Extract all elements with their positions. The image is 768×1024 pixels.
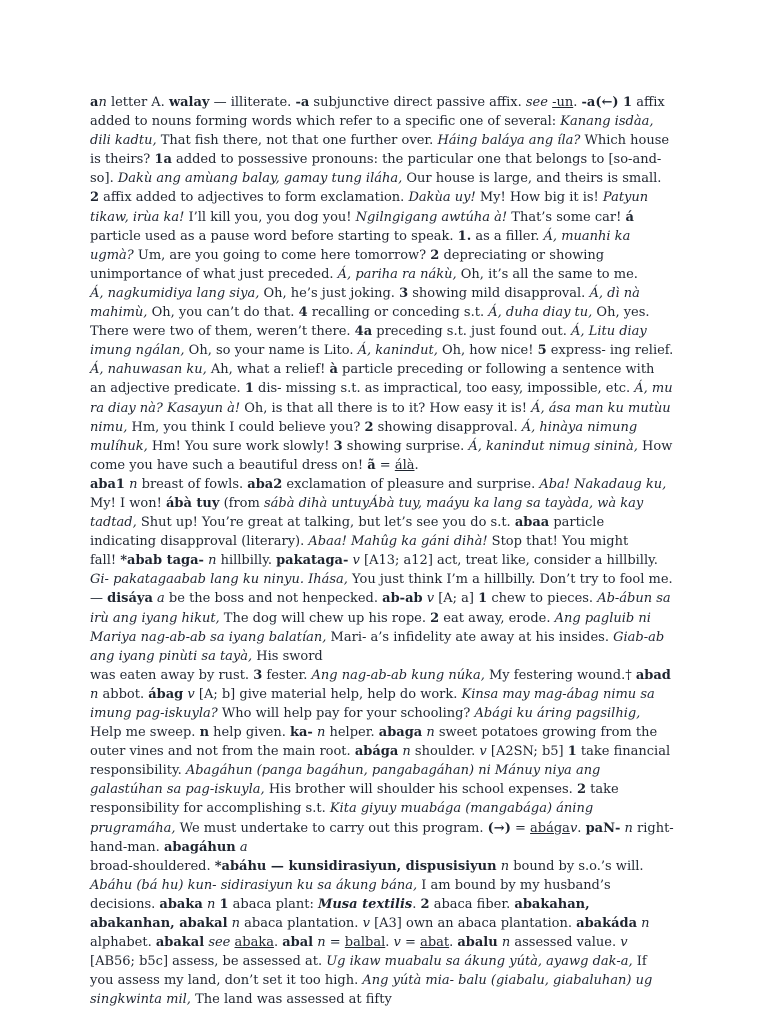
plain-text: . <box>414 457 419 473</box>
plain-text: chew to pieces. <box>487 591 598 607</box>
headword: abakal <box>155 935 205 951</box>
plain-text: broad-shouldered. <box>90 858 215 874</box>
plain-text: Which house is theirs? <box>90 133 670 168</box>
headword: ka- <box>290 725 313 741</box>
italic-text: sábà dihà untuy <box>263 495 370 511</box>
italic-text: n <box>500 858 510 874</box>
headword: 4a <box>354 324 373 340</box>
plain-text: = <box>325 935 345 951</box>
italic-text: n <box>231 916 241 932</box>
entry-block-aba <box>90 475 674 551</box>
headword: 1 <box>219 896 229 912</box>
cross-reference: álà <box>394 457 415 473</box>
headword: disáya <box>107 591 153 607</box>
plain-text: eat away, erode. <box>439 610 555 626</box>
italic-text: Abagáhun (panga bagáhun, pangabagáhan) ni Mánuy niya ang galastúhan sa pag-iskuyla, <box>90 763 601 798</box>
italic-text: Á, kanindut nimug sininà, <box>468 438 638 454</box>
italic-text: n <box>208 553 217 569</box>
cross-reference: balbal <box>344 935 386 951</box>
italic-text: Á, mu ra diay nà? Kasayun à! <box>90 381 673 416</box>
plain-text: You just think I’m a hillbilly. Don’t try to fool me. — <box>90 572 673 607</box>
italic-text: Á, hinàya nimung mulíhuk, <box>90 419 638 454</box>
plain-text: . <box>385 935 394 951</box>
headword: aba1 <box>90 476 125 492</box>
italic-text: n <box>402 744 411 760</box>
plain-text: Hm! You sure work slowly! <box>147 438 334 454</box>
plain-text: bound by s.o.’s will. <box>509 858 644 874</box>
plain-text: . <box>273 935 283 951</box>
italic-text: see <box>525 95 548 110</box>
plain-text: If you assess my land, don’t set it too high. <box>90 954 647 989</box>
plain-text: I am bound by my husband’s decisions. <box>90 877 611 912</box>
headword: 1. <box>457 228 472 244</box>
plain-text: exclamation of pleasure and surprise. <box>282 476 540 492</box>
headword: n <box>199 725 210 741</box>
entry-block-abahu <box>90 857 674 1010</box>
plain-text: = <box>400 935 421 951</box>
plain-text: abbot. <box>98 686 149 702</box>
plain-text: Hm, you think I could believe you? <box>127 419 365 435</box>
plain-text: His sword <box>252 648 323 664</box>
plain-text: assessed value. <box>510 935 621 951</box>
headword: ábag <box>148 686 184 702</box>
plain-text: abaca plantation. <box>240 916 363 932</box>
headword: abad <box>635 667 671 683</box>
italic-text: n <box>316 725 326 741</box>
italic-text: Kinsa may mag-ábag nimu sa imung pag-iskuyla? <box>90 686 655 721</box>
plain-text: My! I won! <box>90 495 166 511</box>
headword: abakáda <box>576 916 638 932</box>
plain-text: Who will help pay for your schooling? <box>217 706 475 721</box>
plain-text: Um, are you going to come here tomorrow? <box>133 247 431 263</box>
headword: 2 <box>576 782 586 798</box>
plain-text: added to possessive pronouns: the particular one that belongs to [so-and-so]. <box>90 152 662 187</box>
plain-text: — illiterate. <box>209 95 296 110</box>
plain-text: as a filler. <box>471 228 544 244</box>
italic-text: v <box>479 744 487 760</box>
headword: abakahan, abakanhan, abakal <box>90 896 590 932</box>
plain-text: showing surprise. <box>342 438 469 454</box>
plain-text: dis- missing s.t. as impractical, too easy, impossible, etc. <box>253 381 635 397</box>
cross-reference: abat <box>420 935 450 951</box>
italic-text: Abági ku áring pagsilhig, <box>474 706 641 721</box>
plain-text: was eaten away by rust. <box>90 667 254 683</box>
headword: abalu <box>457 935 498 951</box>
plain-text: Ah, what a relief! <box>206 362 330 378</box>
plain-text: . <box>449 935 458 951</box>
plain-text: . <box>412 896 421 912</box>
plain-text: That’s some car! <box>507 209 626 225</box>
italic-text: Ug ikaw muabalu sa ákung yútà, ayawg dak-a, <box>326 954 633 970</box>
plain-text: . <box>577 820 586 836</box>
headword: aba2 <box>247 476 283 492</box>
plain-text: abaca plant: <box>228 896 318 912</box>
headword: abága <box>354 744 399 760</box>
italic-text: Á, duha diay tu, <box>488 305 593 321</box>
plain-text: His brother will shoulder his school expenses. <box>264 782 577 798</box>
italic-text: Ang pagluib ni Mariya nag-ab-ab sa iyang balatían, <box>90 610 651 645</box>
headword: pakataga- <box>276 553 349 569</box>
headword: 1a <box>154 152 172 168</box>
plain-text: How come you have such a beautiful dress on! <box>90 438 673 473</box>
italic-text: a <box>157 591 165 607</box>
plain-text: helper. <box>325 725 379 741</box>
plain-text: That fish there, not that one further over. <box>156 133 438 149</box>
plain-text: Oh, is that all there is to it? How easy it is! <box>240 400 532 416</box>
entry-block-abad <box>90 666 674 857</box>
plain-text: = <box>375 457 395 473</box>
plain-text: Oh, he’s just joking. <box>259 285 400 301</box>
plain-text: fall! <box>90 553 121 569</box>
italic-text: Ang yútà mia- balu (giabalu, giabaluhan) ug singkwinta mil, <box>90 973 653 1008</box>
plain-text: recalling or conceding s.t. <box>307 305 489 321</box>
italic-text: v <box>393 935 401 951</box>
italic-text: v <box>187 686 195 702</box>
italic-text: v <box>426 591 435 607</box>
headword: abaga <box>378 725 423 741</box>
italic-text: Á, nahuwasan ku, <box>90 362 207 378</box>
plain-text: I’ll kill you, you dog you! <box>184 209 356 225</box>
italic-text: Á, nagkumidiya lang siya, <box>90 285 260 301</box>
cross-reference: abága <box>530 820 570 836</box>
italic-text: Ab-ábun sa irù ang iyang hikut, <box>90 591 671 626</box>
plain-text: (from <box>219 495 264 511</box>
plain-text: We must undertake to carry out this program. <box>175 820 488 836</box>
plain-text: shoulder. <box>410 744 480 760</box>
italic-text: Á, muanhi ka ugmà? <box>90 228 631 263</box>
entry-block-a <box>90 93 674 284</box>
headword: abaa <box>514 515 550 531</box>
headword: *abab taga- <box>120 553 204 569</box>
entry-block-abab <box>90 551 674 666</box>
headword: 2 <box>364 419 374 435</box>
headword: á <box>625 209 634 225</box>
headword: -a <box>295 95 310 110</box>
plain-text: Oh, you can’t do that. <box>147 305 299 321</box>
plain-text: right-hand-man. <box>90 820 674 855</box>
plain-text: hillbilly. <box>216 553 277 569</box>
plain-text: Oh, yes. There were two of them, weren’t there. <box>90 305 650 340</box>
plain-text: subjunctive direct passive affix. <box>309 95 526 110</box>
headword: walay <box>168 95 210 110</box>
plain-text: [A3] own an abaca plantation. <box>369 916 577 932</box>
plain-text: be the boss and not henpecked. <box>164 591 383 607</box>
plain-text: The dog will chew up his rope. <box>219 610 431 626</box>
plain-text: fester. <box>262 667 312 683</box>
headword: ábà tuy <box>165 495 220 511</box>
italic-text: Giab-ab ang iyang pinùti sa tayà, <box>90 629 665 664</box>
headword: abaka <box>159 896 203 912</box>
italic-text: v <box>620 935 628 951</box>
plain-text: . <box>573 95 582 110</box>
plain-text: My! How big it is! <box>475 190 603 206</box>
plain-text: Oh, it’s all the same to me. <box>456 266 638 282</box>
plain-text: Shut up! You’re great at talking, but let’s see you do s.t. <box>136 515 515 531</box>
italic-text: Dakù ang amùang balay, gamay tung iláha, <box>117 171 403 187</box>
headword: 3 <box>333 438 343 454</box>
headword: 1 <box>244 381 254 397</box>
plain-text: express- ing relief. <box>546 343 674 359</box>
headword: 2 <box>430 247 440 263</box>
plain-text: Help me sweep. <box>90 725 200 741</box>
headword: a <box>90 95 99 110</box>
headword: 3 <box>399 285 409 301</box>
headword: 5 <box>537 343 547 359</box>
plain-text: particle preceding or following a sentence with an adjective predicate. <box>90 362 655 397</box>
italic-text: n <box>90 686 99 702</box>
italic-text: n <box>501 935 511 951</box>
headword: 2 <box>90 190 100 206</box>
italic-text: v <box>352 553 360 569</box>
plain-text: Mari- a’s infidelity ate away at his insides. <box>326 629 614 645</box>
italic-text: Kanang isdàa, dili kadtu, <box>90 114 654 149</box>
italic-text: Ngilngigang awtúha à! <box>355 209 508 225</box>
plain-text: [AB56; b5c] assess, be assessed at. <box>90 954 327 970</box>
dictionary-page <box>90 93 674 1010</box>
headword: 3 <box>253 667 263 683</box>
italic-text: n <box>206 896 216 912</box>
cross-reference: -un <box>552 95 574 110</box>
italic-text: Á, Litu diay imung ngálan, <box>90 324 647 359</box>
headword: abal <box>282 935 314 951</box>
headword: ã <box>367 457 376 473</box>
headword: -a(←) 1 <box>581 95 633 110</box>
italic-text: Ábà tuy, maáyu ka lang sa tayàda, wà kay tadtad, <box>90 495 644 531</box>
plain-text: breast of fowls. <box>137 476 248 492</box>
cross-reference: abaka <box>234 935 274 951</box>
italic-text: Abáhu (bá hu) kun- sidirasiyun ku sa ákung bána, <box>90 877 418 893</box>
headword: à <box>329 362 338 378</box>
plain-text: = <box>510 820 531 836</box>
plain-text: showing mild disapproval. <box>408 285 590 301</box>
plain-text: abaca fiber. <box>429 896 515 912</box>
italic-text: Kita giyuy muabága (mangabága) áning prugramáha, <box>90 801 594 836</box>
italic-text: n <box>624 820 633 836</box>
italic-text: Patyun tikaw, irùa ka! <box>90 190 649 225</box>
italic-text: Háing baláya ang íla? <box>437 133 581 149</box>
italic-text: n <box>641 916 650 932</box>
plain-text: affix added to adjectives to form exclamation. <box>99 190 409 206</box>
plain-text: Our house is large, and theirs is small. <box>402 171 662 187</box>
headword: (→) <box>487 820 511 836</box>
italic-text: n <box>129 476 138 492</box>
plain-text: particle indicating disapproval (literary). <box>90 515 605 550</box>
italic-text: Á, dì nà mahimù, <box>90 285 640 321</box>
italic-text: n <box>98 95 107 110</box>
plain-text: take responsibility for accomplishing s.t. <box>90 782 619 817</box>
headword: 1 <box>478 591 488 607</box>
plain-text: showing disapproval. <box>373 419 522 435</box>
headword: *abáhu — kunsidirasiyun, dispusisiyun <box>214 858 497 874</box>
headword: 4 <box>298 305 308 321</box>
plain-text: affix added to nouns forming words which refer to a specific one of several: <box>90 95 665 130</box>
italic-text: v <box>569 820 578 836</box>
italic-text: n <box>426 725 435 741</box>
plain-text: take financial responsibility. <box>90 744 671 779</box>
plain-text: [A2SN; b5] <box>486 744 568 760</box>
italic-text: Gi- pakatagaabab lang ku ninyu. Ihása, <box>90 572 348 588</box>
plain-text: My festering wound.† <box>484 667 636 683</box>
plain-text: Oh, how nice! <box>437 343 538 359</box>
plain-text: help given. <box>209 725 290 741</box>
italic-text: Dakùa uy! <box>408 190 476 206</box>
headword: ab-ab <box>382 591 423 607</box>
italic-text: Á, pariha ra nákù, <box>337 266 457 282</box>
plain-text: letter A. <box>106 95 169 110</box>
plain-text: Oh, so your name is Lito. <box>184 343 358 359</box>
italic-text: Ang nag-ab-ab kung núka, <box>311 667 485 683</box>
entry-block-a-particle <box>90 284 674 475</box>
headword: abagáhun <box>163 839 236 855</box>
plain-text: sweet potatoes growing from the outer vines and not from the main root. <box>90 725 658 760</box>
italic-text: Aba! Nakadaug ku, <box>539 476 667 492</box>
italic-text: Abaa! Mahûg ka gáni dihà! <box>308 534 488 550</box>
plain-text: particle used as a pause word before starting to speak. <box>90 228 458 244</box>
italic-text: v <box>362 916 370 932</box>
plain-text: preceding s.t. just found out. <box>372 324 572 340</box>
plain-text: [A; a] <box>434 591 479 607</box>
plain-text: alphabet. <box>90 935 156 951</box>
plain-text: depreciating or showing unimportance of what just preceded. <box>90 247 605 282</box>
italic-text: n <box>317 935 326 951</box>
italic-text: see <box>208 935 231 951</box>
headword: 2 <box>420 896 430 912</box>
headword: paN- <box>585 820 621 836</box>
headword: 1 <box>567 744 577 760</box>
italic-text: Á, kanindut, <box>357 343 438 359</box>
italic-text: a <box>239 839 248 855</box>
plain-text: Stop that! You might <box>487 534 629 550</box>
plain-text: The land was assessed at fifty <box>190 992 392 1008</box>
italic-text: Á, ása man ku mutùu nimu, <box>90 400 671 435</box>
species-name: Musa textilis <box>317 896 413 912</box>
headword: 2 <box>430 610 440 626</box>
plain-text: [A13; a12] act, treat like, consider a hillbilly. <box>359 553 658 569</box>
plain-text: [A; b] give material help, help do work. <box>194 686 462 702</box>
